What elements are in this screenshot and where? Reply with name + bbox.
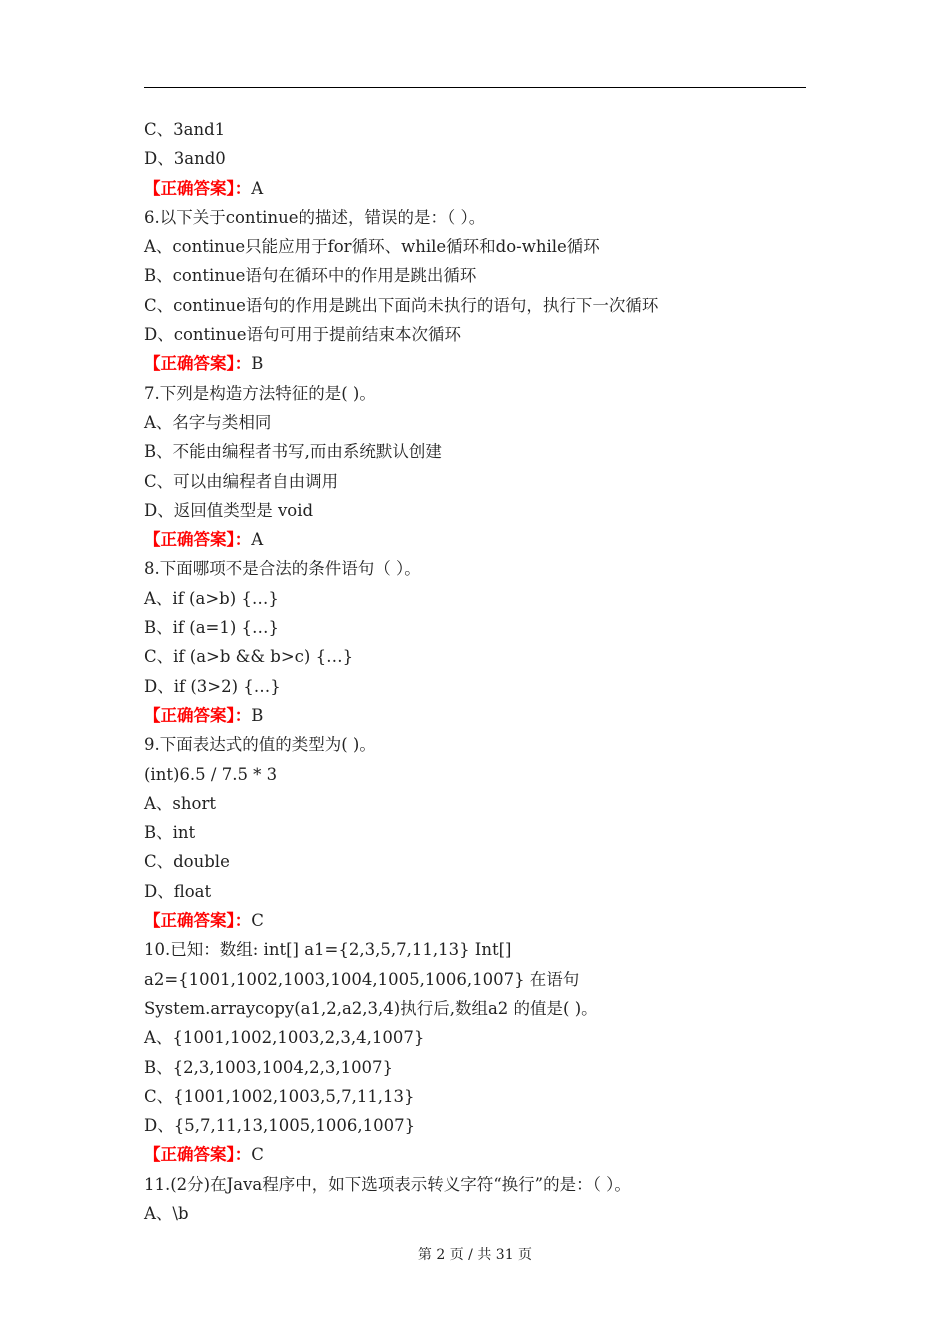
text-line: D、{5,7,11,13,1005,1006,1007}: [144, 1116, 416, 1136]
text-line: 6.以下关于continue的描述，错误的是：（ ）。: [144, 207, 486, 227]
text-line: D、3and0: [144, 149, 226, 169]
text-line: 8.下面哪项不是合法的条件语句（ ）。: [144, 559, 421, 579]
correct-answer-line: [144, 906, 806, 935]
correct-answer-line: [144, 174, 806, 203]
text-line: B、continue语句在循环中的作用是跳出循环: [144, 266, 477, 286]
correct-answer-label: 【正确答案】：: [144, 911, 252, 931]
correct-answer-value: B: [251, 354, 264, 374]
text-line: D、float: [144, 881, 212, 901]
text-line: System.arraycopy(a1,2,a2,3,4)执行后,数组a2 的值是( )。: [144, 998, 598, 1018]
correct-answer-label: 【正确答案】：: [144, 178, 252, 198]
correct-answer-label: 【正确答案】：: [144, 354, 252, 374]
text-line: B、{2,3,1003,1004,2,3,1007}: [144, 1057, 394, 1077]
header-rule: [144, 87, 806, 88]
correct-answer-label: 【正确答案】：: [144, 1145, 252, 1165]
text-line: C、可以由编程者自由调用: [144, 471, 339, 491]
correct-answer-label: 【正确答案】：: [144, 530, 252, 550]
text-line: C、double: [144, 852, 230, 872]
text-line: D、if (3>2) {…}: [144, 676, 281, 696]
correct-answer-label: 【正确答案】：: [144, 705, 252, 725]
correct-answer-value: A: [251, 530, 264, 550]
text-line: 9.下面表达式的值的类型为( )。: [144, 735, 376, 755]
correct-answer-value: C: [251, 1145, 264, 1165]
text-line: D、返回值类型是 void: [144, 500, 314, 520]
text-line: A、short: [144, 793, 216, 813]
text-line: C、{1001,1002,1003,5,7,11,13}: [144, 1086, 415, 1106]
page-footer: 第 2 页 / 共 31 页: [417, 1247, 533, 1263]
text-line: C、if (a>b && b>c) {…}: [144, 647, 354, 667]
correct-answer-value: C: [251, 911, 264, 931]
text-line: B、不能由编程者书写,而由系统默认创建: [144, 442, 442, 462]
text-line: (int)6.5 / 7.5 * 3: [144, 764, 278, 784]
text-line: C、continue语句的作用是跳出下面尚未执行的语句，执行下一次循环: [144, 295, 659, 315]
text-line: A、if (a>b) {…}: [144, 588, 279, 608]
text-line: 7.下列是构造方法特征的是( )。: [144, 383, 376, 403]
correct-answer-line: [144, 349, 806, 378]
text-line: B、int: [144, 823, 196, 843]
text-line: D、continue语句可用于提前结束本次循环: [144, 325, 461, 345]
correct-answer-line: [144, 525, 806, 554]
text-line: C、3and1: [144, 120, 226, 139]
text-line: a2={1001,1002,1003,1004,1005,1006,1007} 在语句: [144, 969, 580, 989]
text-line: A、{1001,1002,1003,2,3,4,1007}: [144, 1028, 425, 1048]
text-line: A、名字与类相同: [144, 412, 272, 432]
text-line: 10.已知：数组: int[] a1={2,3,5,7,11,13} Int[]: [144, 940, 512, 960]
correct-answer-line: [144, 1140, 806, 1169]
correct-answer-value: B: [251, 705, 264, 725]
correct-answer-line: [144, 701, 806, 730]
correct-answer-value: A: [251, 178, 264, 198]
text-line: A、\b: [144, 1203, 189, 1223]
document-body: [144, 115, 806, 1228]
text-line: 11.(2分)在Java程序中，如下选项表示转义字符“换行”的是：（ ）。: [144, 1174, 631, 1194]
text-line: B、if (a=1) {…}: [144, 618, 280, 638]
text-line: A、continue只能应用于for循环、while循环和do-while循环: [144, 237, 600, 257]
